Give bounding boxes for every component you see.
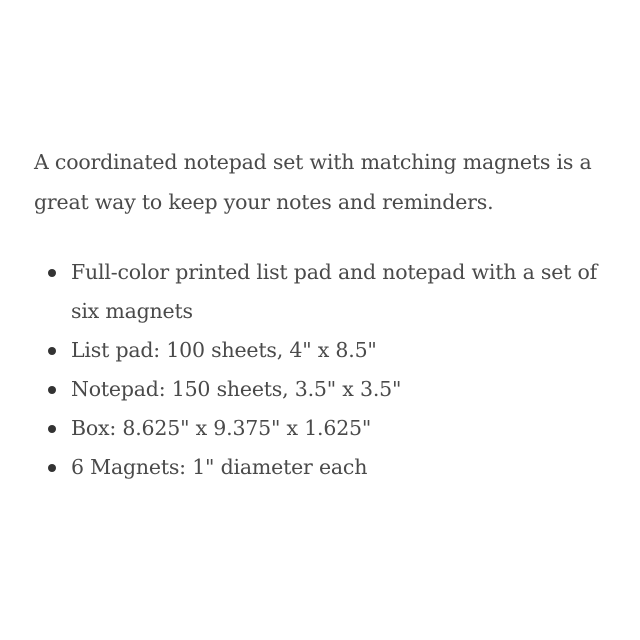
feature-text: List pad: 100 sheets, 4" x 8.5" bbox=[71, 338, 377, 362]
feature-item-notepad bbox=[34, 370, 616, 409]
bullet-icon bbox=[48, 386, 56, 394]
feature-text: Full-color printed list pad and notepad with a set of six magnets bbox=[71, 260, 598, 323]
bullet-icon bbox=[48, 425, 56, 433]
feature-text: 6 Magnets: 1" diameter each bbox=[71, 455, 368, 479]
feature-list bbox=[34, 253, 616, 487]
feature-item-magnets bbox=[34, 448, 616, 487]
feature-text: Box: 8.625" x 9.375" x 1.625" bbox=[71, 416, 372, 440]
feature-item-list-pad bbox=[34, 331, 616, 370]
feature-item-box bbox=[34, 409, 616, 448]
intro-paragraph: A coordinated notepad set with matching magnets is a great way to keep your notes and reminders. bbox=[34, 150, 592, 214]
feature-item-color-set bbox=[34, 253, 616, 331]
bullet-icon bbox=[48, 347, 56, 355]
bullet-icon bbox=[48, 464, 56, 472]
feature-text: Notepad: 150 sheets, 3.5" x 3.5" bbox=[71, 377, 402, 401]
bullet-icon bbox=[48, 269, 56, 277]
